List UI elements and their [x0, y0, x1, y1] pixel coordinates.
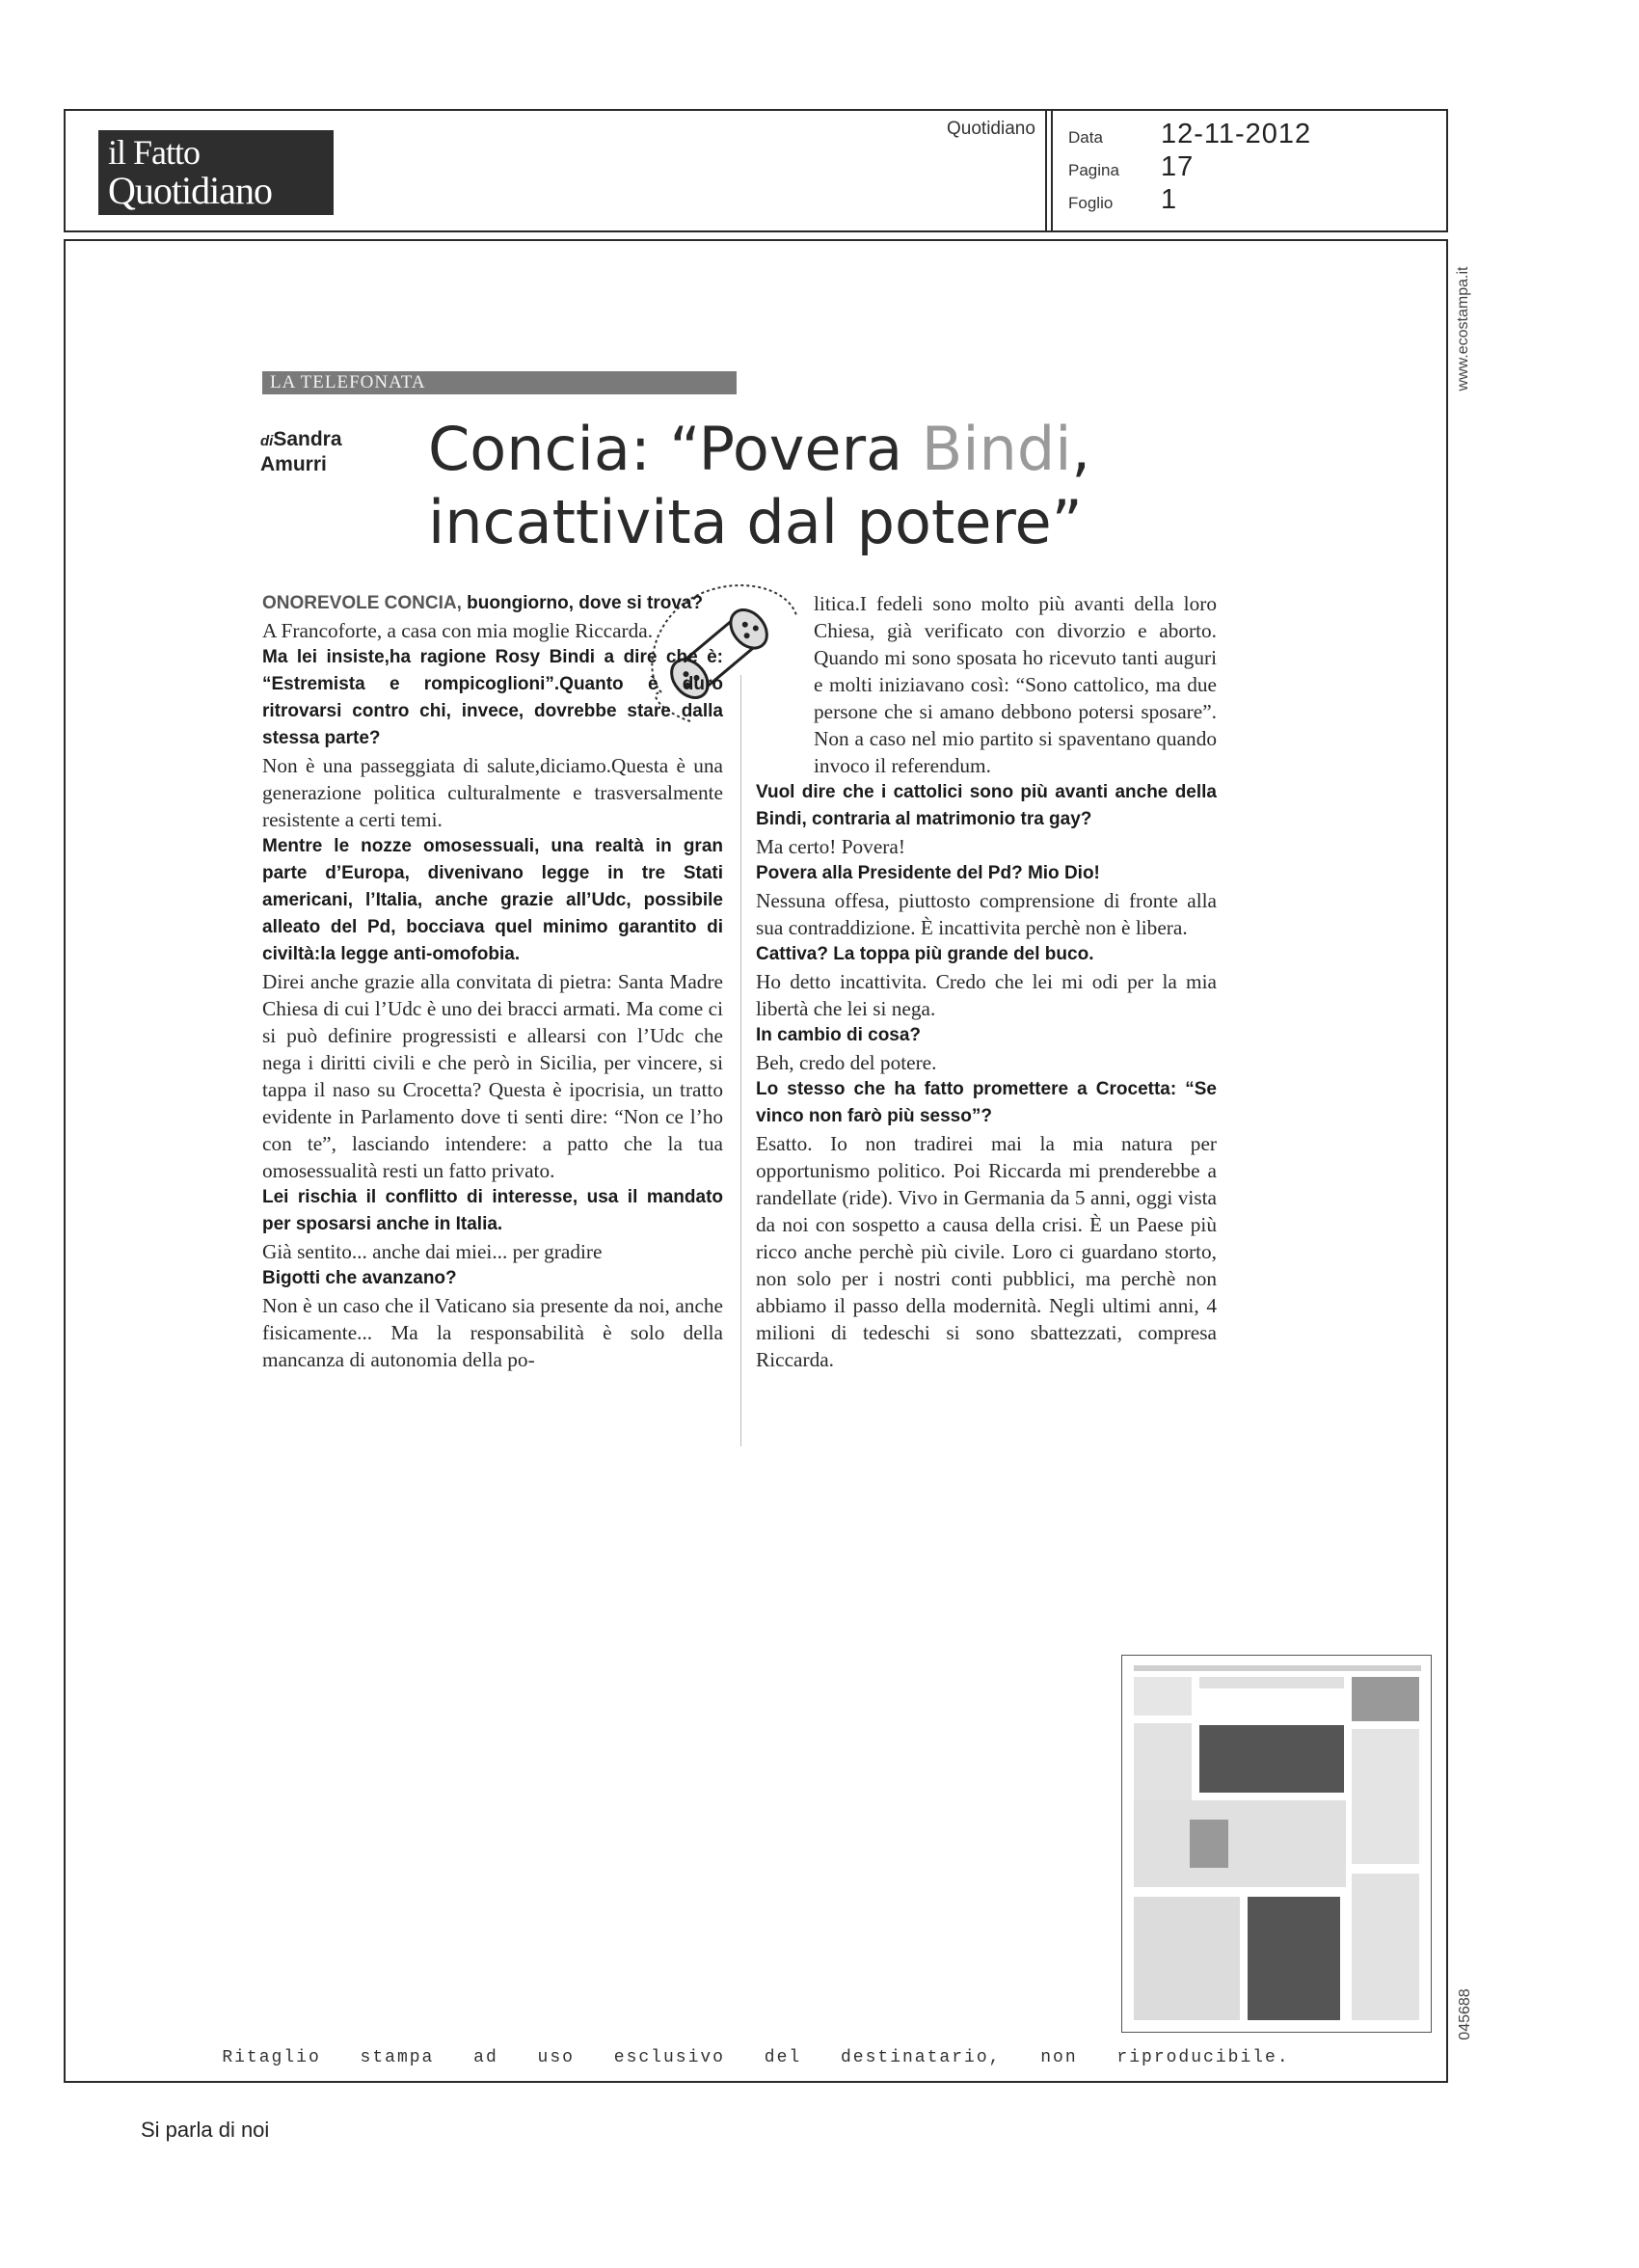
newspaper-logo	[98, 130, 334, 215]
header-divider-1	[1045, 111, 1047, 230]
article-column-left	[262, 590, 723, 1373]
article-column-right	[756, 590, 1217, 1373]
side-code-label	[1454, 1967, 1475, 2064]
headline-line-1	[428, 413, 1199, 486]
question	[262, 590, 723, 617]
meta-row-sheet	[1068, 184, 1311, 217]
clipping-code: 045688	[1457, 1988, 1473, 2040]
meta-row-date	[1068, 119, 1311, 151]
logo-line-1: il Fatto	[108, 133, 201, 172]
answer: Beh, credo del potere.	[756, 1051, 937, 1074]
question: Bigotti che avanzano?	[262, 1268, 457, 1288]
meta-value: 12-11-2012	[1161, 119, 1312, 149]
answer: Esatto. Io non tradirei mai la mia natura per opportunismo politico. Poi Riccarda mi prenderebbe a randellate (ride). Vivo in Germania da 5 anni, oggi vista da noi con sospetto a causa della crisi. È un Paese più ricco anche perchè più civile. Loro ci guardano storto, non solo per i nostri conti pubblici, ma perchè non abbiamo il passo della modernità. Negli ultimi anni, 4 milioni di tedeschi si sono sbattezzati, compresa Riccarda.	[756, 1132, 1217, 1371]
answer: Non è una passeggiata di salute,diciamo.Questa è una generazione politica culturalmente e trasversalmente resistente a certi temi.	[262, 754, 723, 831]
meta-label: Pagina	[1068, 161, 1119, 179]
byline-first: Sandra	[273, 428, 342, 450]
header-frame	[64, 109, 1448, 232]
headline-text: Concia: “Povera	[428, 414, 922, 484]
question: Ma lei insiste,ha ragione Rosy Bindi a dire che è: “Estremista e rompicoglioni”.Quanto è duro ritrovarsi contro chi, invece, dovrebbe stare dalla stessa parte?	[262, 647, 723, 748]
headline-highlight: Bindi	[921, 414, 1072, 484]
site-url: www.ecostampa.it	[1455, 266, 1471, 392]
column-divider	[740, 675, 741, 1446]
question: Vuol dire che i cattolici sono più avanti anche della Bindi, contraria al matrimonio tra gay?	[756, 782, 1217, 829]
answer: Direi anche grazie alla convitata di pietra: Santa Madre Chiesa di cui l’Udc è uno dei bracci armati. Ma come ci si può definire progressisti e allearsi con l’Udc che nega i diritti civili e che però in Sicilia, per vincere, si tappa il naso su Crocetta? Questa è ipocrisia, un tratto evidente in Parlamento dove ti senti dire: “Non ce l’ho con te”, lasciando intendere: a patto che la tua omosessualità resti un fatto privato.	[262, 970, 723, 1182]
meta-label: Data	[1068, 128, 1103, 147]
byline-last: Amurri	[260, 453, 327, 475]
answer: Ma certo! Povera!	[756, 835, 905, 858]
clipping-notice: Ritaglio stampa ad uso esclusivo del destinatario, non riproducibile.	[222, 2048, 1290, 2067]
section-label: LA TELEFONATA	[262, 371, 737, 394]
header-divider-2	[1051, 111, 1053, 230]
headline	[428, 413, 1199, 559]
page-thumbnail	[1121, 1655, 1432, 2033]
answer: Ho detto incattivita. Credo che lei mi odi per la mia libertà che lei si nega.	[756, 970, 1217, 1020]
question: In cambio di cosa?	[756, 1025, 922, 1045]
meta-row-page	[1068, 151, 1311, 184]
question: Lei rischia il conflitto di interesse, usa il mandato per sposarsi anche in Italia.	[262, 1187, 723, 1234]
question-text: buongiorno, dove si trova?	[461, 593, 704, 613]
headline-line-2: incattivita dal potere”	[428, 487, 1083, 557]
interview-lead: ONOREVOLE CONCIA,	[262, 593, 462, 613]
answer: Già sentito... anche dai miei... per gradire	[262, 1240, 603, 1263]
answer: A Francoforte, a casa con mia moglie Riccarda.	[262, 619, 654, 642]
answer: Non è un caso che il Vaticano sia presente da noi, anche fisicamente... Ma la responsabilità è solo della mancanza di autonomia della po-	[262, 1294, 723, 1371]
publication-type: Quotidiano	[947, 119, 1035, 139]
meta-block	[1068, 119, 1311, 217]
headline-text: ,	[1071, 414, 1091, 484]
byline-prefix: di	[260, 433, 274, 449]
question: Mentre le nozze omosessuali, una realtà in gran parte d’Europa, divenivano legge in tre Stati americani, l’Italia, anche grazie all’Udc, possibile alleato del Pd, bocciava quel minimo garantito di civiltà:la legge anti-omofobia.	[262, 836, 723, 964]
page-footer-note: Si parla di noi	[141, 2118, 270, 2142]
question: Cattiva? La toppa più grande del buco.	[756, 944, 1094, 964]
question: Lo stesso che ha fatto promettere a Crocetta: “Se vinco non farò più sesso”?	[756, 1079, 1217, 1126]
question: Povera alla Presidente del Pd? Mio Dio!	[756, 863, 1100, 883]
side-site-label	[1454, 253, 1475, 407]
answer: Nessuna offesa, piuttosto comprensione di fronte alla sua contraddizione. È incattivita perchè non è libera.	[756, 889, 1217, 939]
logo-line-2: Quotidiano	[108, 169, 272, 212]
answer: litica.I fedeli sono molto più avanti della loro Chiesa, già verificato con divorzio e aborto. Quando mi sono sposata ho ricevuto tanti auguri e molti iniziavano così: “Sono cattolico, ma due persone che si amano debbono potersi sposare”. Non a caso nel mio partito si spaventano quando invoco il referendum.	[814, 592, 1217, 777]
meta-value: 17	[1161, 151, 1195, 182]
meta-label: Foglio	[1068, 194, 1114, 212]
byline	[260, 428, 395, 476]
meta-value: 1	[1161, 184, 1178, 215]
